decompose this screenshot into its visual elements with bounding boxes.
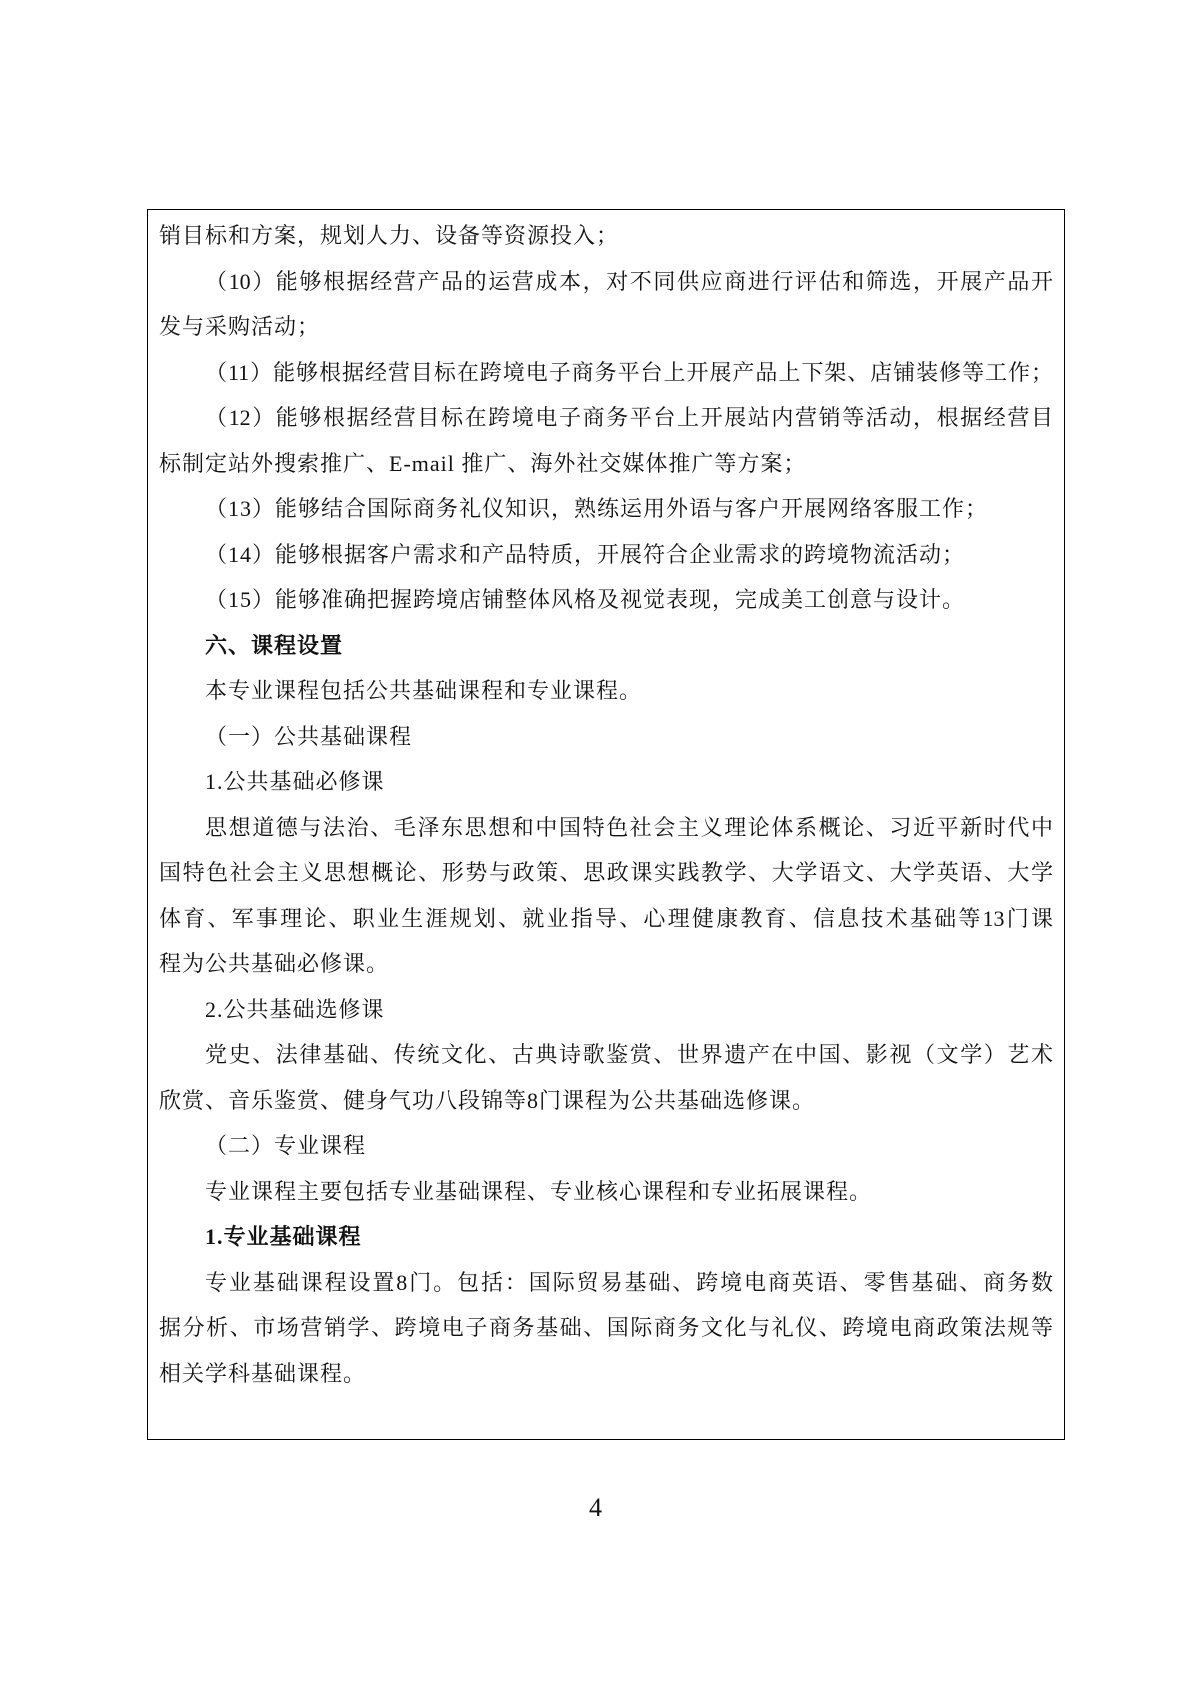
paragraph-line: 欣赏、音乐鉴赏、健身气功八段锦等8门课程为公共基础选修课。 — [159, 1087, 816, 1113]
ability-line: 发与采购活动； — [159, 314, 321, 339]
page-number: 4 — [589, 1493, 602, 1522]
ability-item-15 — [159, 577, 1053, 623]
bordered-content-frame — [147, 209, 1065, 1440]
public-elective-paragraph — [159, 1032, 1053, 1123]
heading-public-required: 1.公共基础必修课 — [205, 769, 385, 794]
paragraph-line: 程为公共基础必修课。 — [159, 951, 390, 976]
ability-line: （11）能够根据经营目标在跨境电子商务平台上开展产品上下架、店铺装修等工作； — [205, 359, 1053, 385]
ability-item-14 — [159, 532, 1053, 578]
paragraph-line: 专业基础课程设置8门。包括：国际贸易基础、跨境电商英语、零售基础、商务数 — [205, 1269, 1053, 1295]
ability-item-13 — [159, 486, 1053, 532]
paragraph-line: 据分析、市场营销学、跨境电子商务基础、国际商务文化与礼仪、跨境电商政策法规等 — [159, 1315, 1053, 1340]
heading-professional-foundation: 1.专业基础课程 — [205, 1224, 362, 1249]
ability-item-11 — [159, 350, 1053, 396]
professional-foundation-paragraph — [159, 1260, 1053, 1397]
ability-line: （10）能够根据经营产品的运营成本，对不同供应商进行评估和筛选，开展产品开 — [205, 268, 1053, 294]
ability-line: （13）能够结合国际商务礼仪知识，熟练运用外语与客户开展网络客服工作； — [205, 496, 989, 521]
paragraph-line: 相关学科基础课程。 — [159, 1360, 367, 1386]
paragraph-line: 体育、军事理论、职业生涯规划、就业指导、心理健康教育、信息技术基础等13门课 — [159, 905, 1053, 931]
ability-line: 标制定站外搜索推广、E-mail 推广、海外社交媒体推广等方案； — [159, 450, 807, 476]
paragraph-line: 国特色社会主义思想概论、形势与政策、思政课实践教学、大学语文、大学英语、大学 — [159, 860, 1053, 885]
continued-paragraph-line: 销目标和方案，规划人力、设备等资源投入； — [159, 223, 620, 248]
paragraph-line: 思想道德与法治、毛泽东思想和中国特色社会主义理论体系概论、习近平新时代中 — [205, 814, 1053, 840]
heading-public-elective: 2.公共基础选修课 — [205, 996, 385, 1022]
ability-line: （14）能够根据客户需求和产品特质，开展符合企业需求的跨境物流活动； — [205, 541, 966, 567]
ability-line: （15）能够准确把握跨境店铺整体风格及视觉表现，完成美工创意与设计。 — [205, 587, 966, 612]
subsection-heading-public-courses: （一）公共基础课程 — [205, 723, 413, 749]
section-heading-curriculum: 六、课程设置 — [205, 632, 344, 658]
paragraph-line: 党史、法律基础、传统文化、古典诗歌鉴赏、世界遗产在中国、影视（文学）艺术 — [205, 1042, 1053, 1067]
ability-item-12 — [159, 395, 1053, 486]
ability-line: （12）能够根据经营目标在跨境电子商务平台上开展站内营销等活动，根据经营目 — [205, 405, 1053, 430]
public-required-paragraph — [159, 805, 1053, 987]
subsection-heading-professional-courses: （二）专业课程 — [205, 1133, 367, 1158]
professional-courses-intro: 专业课程主要包括专业基础课程、专业核心课程和专业拓展课程。 — [205, 1178, 873, 1204]
curriculum-intro: 本专业课程包括公共基础课程和专业课程。 — [205, 678, 643, 703]
ability-item-10 — [159, 259, 1053, 350]
